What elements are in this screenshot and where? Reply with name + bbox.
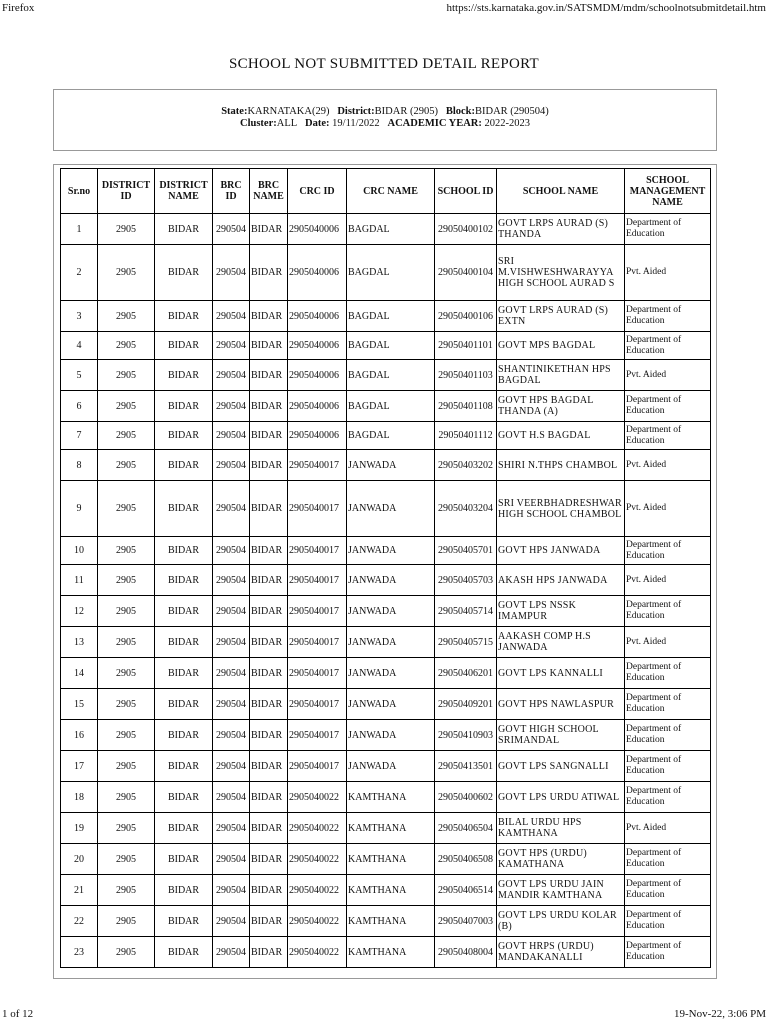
table-cell: 2905040017: [288, 627, 347, 658]
table-cell: 29050405714: [435, 596, 497, 627]
table-cell: BIDAR: [250, 391, 288, 422]
table-cell: 290504: [213, 689, 250, 720]
state-value: KARNATAKA(29): [247, 106, 330, 117]
table-row: [61, 596, 711, 627]
column-header: SCHOOL ID: [435, 169, 497, 214]
table-row: [61, 360, 711, 391]
table-cell: KAMTHANA: [347, 813, 435, 844]
table-cell: JANWADA: [347, 565, 435, 596]
table-cell: 1: [61, 214, 98, 245]
table-cell: 5: [61, 360, 98, 391]
table-cell: 29050401101: [435, 332, 497, 360]
table-row: [61, 844, 711, 875]
table-cell: 29050403202: [435, 450, 497, 481]
table-cell: BIDAR: [250, 751, 288, 782]
table-cell: 290504: [213, 782, 250, 813]
table-cell: 2905040006: [288, 214, 347, 245]
table-cell: BIDAR: [155, 360, 213, 391]
table-cell: 290504: [213, 214, 250, 245]
table-cell: Pvt. Aided: [625, 450, 711, 481]
table-cell: BIDAR: [250, 360, 288, 391]
table-cell: AAKASH COMP H.S JANWADA: [497, 627, 625, 658]
table-cell: KAMTHANA: [347, 906, 435, 937]
table-cell: Department of Education: [625, 391, 711, 422]
table-cell: BIDAR: [155, 720, 213, 751]
table-cell: GOVT HRPS (URDU) MANDAKANALLI: [497, 937, 625, 968]
table-row: [61, 450, 711, 481]
column-header: BRC ID: [213, 169, 250, 214]
table-row: [61, 214, 711, 245]
table-cell: 29050405715: [435, 627, 497, 658]
cluster-label: Cluster:: [239, 118, 277, 129]
table-cell: GOVT HPS BAGDAL THANDA (A): [497, 391, 625, 422]
table-cell: 29050409201: [435, 689, 497, 720]
browser-name: Firefox: [2, 2, 35, 14]
table-cell: SRI VEERBHADRESHWAR HIGH SCHOOL CHAMBOL: [497, 481, 625, 537]
table-cell: JANWADA: [347, 689, 435, 720]
table-cell: 2905040017: [288, 689, 347, 720]
table-cell: BIDAR: [155, 332, 213, 360]
table-cell: 2905: [98, 214, 155, 245]
table-cell: BIDAR: [250, 937, 288, 968]
table-cell: BIDAR: [155, 906, 213, 937]
table-cell: 2905040022: [288, 906, 347, 937]
table-cell: JANWADA: [347, 481, 435, 537]
table-cell: 290504: [213, 906, 250, 937]
table-cell: 6: [61, 391, 98, 422]
table-cell: 2905: [98, 450, 155, 481]
table-cell: GOVT H.S BAGDAL: [497, 422, 625, 450]
table-cell: SHIRI N.THPS CHAMBOL: [497, 450, 625, 481]
table-cell: 2905: [98, 391, 155, 422]
table-cell: BIDAR: [155, 813, 213, 844]
table-cell: BIDAR: [155, 450, 213, 481]
table-cell: 21: [61, 875, 98, 906]
table-cell: BAGDAL: [347, 391, 435, 422]
table-cell: 290504: [213, 332, 250, 360]
table-cell: 2905: [98, 481, 155, 537]
table-cell: 29050406201: [435, 658, 497, 689]
table-cell: 2905040022: [288, 875, 347, 906]
table-row: [61, 906, 711, 937]
table-cell: BIDAR: [155, 937, 213, 968]
table-cell: 290504: [213, 844, 250, 875]
table-cell: 16: [61, 720, 98, 751]
table-cell: 290504: [213, 245, 250, 301]
table-cell: 29050406514: [435, 875, 497, 906]
table-row: [61, 720, 711, 751]
table-cell: Department of Education: [625, 937, 711, 968]
info-row-2: [54, 118, 716, 129]
table-cell: Department of Education: [625, 720, 711, 751]
table-cell: BIDAR: [250, 782, 288, 813]
table-cell: 29050408004: [435, 937, 497, 968]
table-cell: JANWADA: [347, 596, 435, 627]
table-cell: BIDAR: [155, 875, 213, 906]
table-cell: 23: [61, 937, 98, 968]
table-cell: BIDAR: [250, 422, 288, 450]
table-cell: 2905: [98, 689, 155, 720]
table-cell: Pvt. Aided: [625, 627, 711, 658]
table-cell: JANWADA: [347, 751, 435, 782]
table-cell: GOVT MPS BAGDAL: [497, 332, 625, 360]
table-cell: JANWADA: [347, 537, 435, 565]
column-header: BRC NAME: [250, 169, 288, 214]
table-cell: Department of Education: [625, 689, 711, 720]
table-cell: 2: [61, 245, 98, 301]
table-cell: 29050400102: [435, 214, 497, 245]
table-cell: 29050400106: [435, 301, 497, 332]
table-row: [61, 658, 711, 689]
table-row: [61, 689, 711, 720]
table-cell: SRI M.VISHWESHWARAYYA HIGH SCHOOL AURAD S: [497, 245, 625, 301]
table-cell: KAMTHANA: [347, 782, 435, 813]
table-cell: 2905040006: [288, 422, 347, 450]
table-cell: 17: [61, 751, 98, 782]
table-cell: 29050401108: [435, 391, 497, 422]
table-cell: GOVT HPS NAWLASPUR: [497, 689, 625, 720]
table-cell: 29050406508: [435, 844, 497, 875]
print-header: [0, 2, 768, 16]
table-cell: 9: [61, 481, 98, 537]
table-cell: 19: [61, 813, 98, 844]
table-cell: 290504: [213, 751, 250, 782]
academic-year-label: ACADEMIC YEAR:: [387, 118, 482, 129]
table-cell: Department of Education: [625, 537, 711, 565]
table-cell: GOVT LRPS AURAD (S) EXTN: [497, 301, 625, 332]
table-cell: Department of Education: [625, 658, 711, 689]
table-cell: JANWADA: [347, 627, 435, 658]
table-cell: Pvt. Aided: [625, 245, 711, 301]
date-label: Date:: [305, 118, 330, 129]
table-cell: 290504: [213, 720, 250, 751]
block-value: BIDAR (290504): [475, 106, 549, 117]
column-header: Sr.no: [61, 169, 98, 214]
table-cell: 2905040006: [288, 360, 347, 391]
table-cell: GOVT HIGH SCHOOL SRIMANDAL: [497, 720, 625, 751]
table-cell: 20: [61, 844, 98, 875]
table-cell: BIDAR: [250, 720, 288, 751]
table-cell: JANWADA: [347, 450, 435, 481]
table-cell: Department of Education: [625, 214, 711, 245]
table-cell: Pvt. Aided: [625, 813, 711, 844]
table-cell: Pvt. Aided: [625, 360, 711, 391]
table-cell: 290504: [213, 627, 250, 658]
table-cell: 29050400104: [435, 245, 497, 301]
table-cell: 290504: [213, 450, 250, 481]
table-cell: 29050401103: [435, 360, 497, 391]
table-cell: SHANTINIKETHAN HPS BAGDAL: [497, 360, 625, 391]
table-header-row: [61, 169, 711, 214]
table-cell: 2905: [98, 537, 155, 565]
table-cell: BIDAR: [155, 627, 213, 658]
table-cell: 2905: [98, 937, 155, 968]
table-row: [61, 422, 711, 450]
table-cell: JANWADA: [347, 720, 435, 751]
table-cell: 13: [61, 627, 98, 658]
table-cell: Department of Education: [625, 875, 711, 906]
table-row: [61, 813, 711, 844]
table-cell: 290504: [213, 596, 250, 627]
table-cell: 2905040017: [288, 658, 347, 689]
table-cell: 12: [61, 596, 98, 627]
table-row: [61, 481, 711, 537]
table-cell: KAMTHANA: [347, 875, 435, 906]
table-cell: 22: [61, 906, 98, 937]
table-cell: 2905040017: [288, 481, 347, 537]
column-header: DISTRICT ID: [98, 169, 155, 214]
table-cell: 2905: [98, 301, 155, 332]
table-cell: BIDAR: [250, 813, 288, 844]
print-timestamp: 19-Nov-22, 3:06 PM: [674, 1008, 766, 1020]
table-cell: 2905: [98, 565, 155, 596]
table-cell: Department of Education: [625, 844, 711, 875]
table-cell: 2905040022: [288, 937, 347, 968]
table-cell: BIDAR: [250, 906, 288, 937]
table-cell: 2905: [98, 751, 155, 782]
date-value: 19/11/2022: [332, 118, 380, 129]
table-cell: GOVT LPS KANNALLI: [497, 658, 625, 689]
table-cell: 2905040017: [288, 565, 347, 596]
page-url: https://sts.karnataka.gov.in/SATSMDM/mdm/schoolnotsubmitdetail.htm: [446, 2, 766, 14]
table-cell: 2905040022: [288, 813, 347, 844]
table-cell: Department of Education: [625, 596, 711, 627]
table-cell: BILAL URDU HPS KAMTHANA: [497, 813, 625, 844]
table-row: [61, 565, 711, 596]
table-cell: BIDAR: [250, 537, 288, 565]
table-row: [61, 332, 711, 360]
table-cell: 8: [61, 450, 98, 481]
table-cell: 290504: [213, 481, 250, 537]
table-cell: 2905040006: [288, 391, 347, 422]
table-cell: 29050410903: [435, 720, 497, 751]
table-cell: 4: [61, 332, 98, 360]
table-cell: BIDAR: [250, 332, 288, 360]
table-cell: BIDAR: [155, 537, 213, 565]
table-cell: BIDAR: [155, 596, 213, 627]
table-cell: BIDAR: [155, 658, 213, 689]
table-cell: BIDAR: [155, 751, 213, 782]
table-cell: Pvt. Aided: [625, 565, 711, 596]
table-row: [61, 751, 711, 782]
table-cell: 29050401112: [435, 422, 497, 450]
table-cell: 29050406504: [435, 813, 497, 844]
table-cell: 290504: [213, 391, 250, 422]
table-cell: BIDAR: [250, 450, 288, 481]
table-cell: 2905040017: [288, 751, 347, 782]
table-cell: 7: [61, 422, 98, 450]
table-cell: 2905040017: [288, 720, 347, 751]
table-cell: Pvt. Aided: [625, 481, 711, 537]
table-cell: BIDAR: [155, 689, 213, 720]
table-cell: BAGDAL: [347, 245, 435, 301]
table-cell: 2905: [98, 360, 155, 391]
table-cell: 2905: [98, 627, 155, 658]
table-cell: 2905040022: [288, 782, 347, 813]
table-cell: BAGDAL: [347, 422, 435, 450]
table-cell: 18: [61, 782, 98, 813]
table-cell: 290504: [213, 565, 250, 596]
table-cell: 11: [61, 565, 98, 596]
table-cell: 290504: [213, 813, 250, 844]
info-row-1: [54, 106, 716, 117]
column-header: CRC NAME: [347, 169, 435, 214]
table-cell: BIDAR: [250, 301, 288, 332]
table-cell: BIDAR: [155, 301, 213, 332]
table-cell: 29050400602: [435, 782, 497, 813]
state-label: State:: [221, 106, 248, 117]
table-cell: BIDAR: [250, 689, 288, 720]
print-footer: [0, 1008, 768, 1022]
table-cell: 14: [61, 658, 98, 689]
table-cell: Department of Education: [625, 332, 711, 360]
table-cell: BAGDAL: [347, 332, 435, 360]
table-cell: KAMTHANA: [347, 844, 435, 875]
table-cell: BIDAR: [155, 481, 213, 537]
table-row: [61, 937, 711, 968]
table-cell: Department of Education: [625, 751, 711, 782]
table-cell: AKASH HPS JANWADA: [497, 565, 625, 596]
block-label: Block:: [445, 106, 475, 117]
table-cell: GOVT LPS URDU JAIN MANDIR KAMTHANA: [497, 875, 625, 906]
table-cell: 290504: [213, 301, 250, 332]
table-cell: 2905: [98, 782, 155, 813]
table-cell: BIDAR: [250, 214, 288, 245]
table-cell: 2905: [98, 720, 155, 751]
table-cell: 2905: [98, 596, 155, 627]
table-cell: BAGDAL: [347, 214, 435, 245]
table-cell: 29050405701: [435, 537, 497, 565]
table-cell: GOVT LPS NSSK IMAMPUR: [497, 596, 625, 627]
table-cell: 2905: [98, 844, 155, 875]
table-cell: 15: [61, 689, 98, 720]
table-cell: 2905040006: [288, 301, 347, 332]
table-cell: 2905040017: [288, 596, 347, 627]
table-cell: GOVT HPS JANWADA: [497, 537, 625, 565]
column-header: SCHOOL MANAGEMENT NAME: [625, 169, 711, 214]
table-cell: 2905040017: [288, 537, 347, 565]
table-cell: 290504: [213, 875, 250, 906]
table-cell: Department of Education: [625, 782, 711, 813]
table-cell: 2905: [98, 658, 155, 689]
table-cell: GOVT LPS SANGNALLI: [497, 751, 625, 782]
table-row: [61, 391, 711, 422]
table-cell: BAGDAL: [347, 301, 435, 332]
table-cell: BIDAR: [155, 391, 213, 422]
report-title: SCHOOL NOT SUBMITTED DETAIL REPORT: [228, 56, 540, 72]
academic-year-value: 2022-2023: [484, 118, 531, 129]
page-number: 1 of 12: [2, 1008, 34, 1020]
district-value: BIDAR (2905): [374, 106, 438, 117]
table-cell: KAMTHANA: [347, 937, 435, 968]
table-row: [61, 875, 711, 906]
table-cell: 29050403204: [435, 481, 497, 537]
table-cell: JANWADA: [347, 658, 435, 689]
table-cell: GOVT HPS (URDU) KAMATHANA: [497, 844, 625, 875]
table-cell: 2905040022: [288, 844, 347, 875]
table-cell: BIDAR: [155, 245, 213, 301]
table-cell: BIDAR: [250, 875, 288, 906]
table-cell: 29050407003: [435, 906, 497, 937]
table-cell: 290504: [213, 360, 250, 391]
table-cell: 2905: [98, 875, 155, 906]
report-info-box: [53, 89, 717, 151]
table-cell: GOVT LPS URDU KOLAR (B): [497, 906, 625, 937]
table-cell: 2905040017: [288, 450, 347, 481]
table-row: [61, 627, 711, 658]
column-header: SCHOOL NAME: [497, 169, 625, 214]
table-cell: BIDAR: [250, 481, 288, 537]
school-report-table: [60, 168, 711, 968]
cluster-value: ALL: [276, 118, 298, 129]
table-cell: Department of Education: [625, 906, 711, 937]
column-header: DISTRICT NAME: [155, 169, 213, 214]
table-cell: BAGDAL: [347, 360, 435, 391]
table-cell: Department of Education: [625, 301, 711, 332]
table-cell: 3: [61, 301, 98, 332]
table-body: [61, 214, 711, 968]
table-cell: 2905: [98, 245, 155, 301]
table-cell: Department of Education: [625, 422, 711, 450]
table-cell: BIDAR: [155, 565, 213, 596]
table-cell: BIDAR: [155, 844, 213, 875]
table-row: [61, 537, 711, 565]
table-cell: BIDAR: [250, 596, 288, 627]
table-cell: BIDAR: [155, 782, 213, 813]
table-cell: 2905040006: [288, 245, 347, 301]
table-cell: BIDAR: [250, 245, 288, 301]
table-cell: BIDAR: [155, 214, 213, 245]
table-cell: BIDAR: [250, 844, 288, 875]
table-cell: GOVT LRPS AURAD (S) THANDA: [497, 214, 625, 245]
table-cell: 290504: [213, 658, 250, 689]
table-cell: 2905: [98, 422, 155, 450]
table-cell: BIDAR: [250, 658, 288, 689]
table-cell: BIDAR: [250, 627, 288, 658]
table-cell: 29050413501: [435, 751, 497, 782]
table-row: [61, 245, 711, 301]
table-cell: 290504: [213, 937, 250, 968]
table-cell: 2905: [98, 332, 155, 360]
table-cell: 10: [61, 537, 98, 565]
table-cell: GOVT LPS URDU ATIWAL: [497, 782, 625, 813]
table-row: [61, 782, 711, 813]
table-row: [61, 301, 711, 332]
table-cell: 290504: [213, 537, 250, 565]
table-cell: BIDAR: [250, 565, 288, 596]
column-header: CRC ID: [288, 169, 347, 214]
table-cell: 2905: [98, 813, 155, 844]
table-cell: 2905040006: [288, 332, 347, 360]
table-cell: BIDAR: [155, 422, 213, 450]
table-cell: 29050405703: [435, 565, 497, 596]
table-cell: 290504: [213, 422, 250, 450]
table-cell: 2905: [98, 906, 155, 937]
report-table-container: [53, 164, 717, 979]
district-label: District:: [337, 106, 375, 117]
